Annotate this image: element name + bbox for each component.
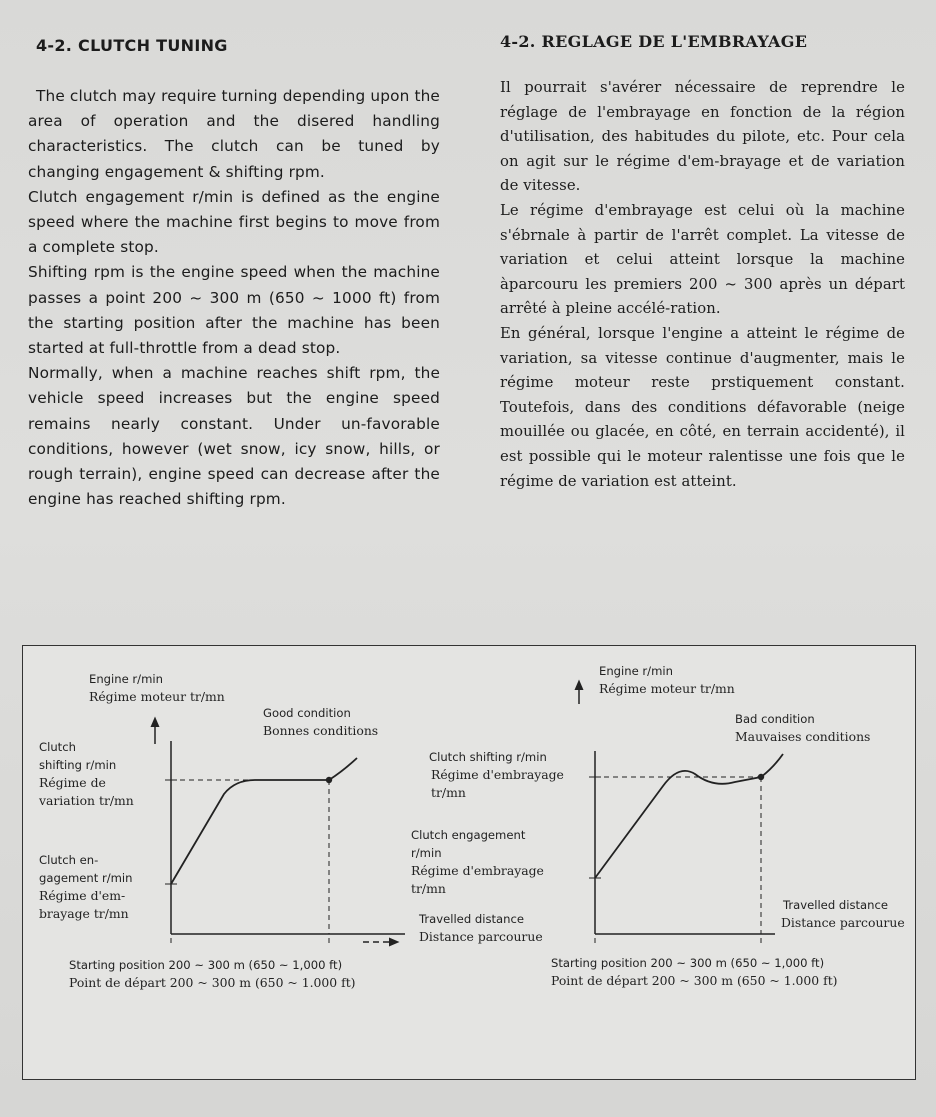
right-engage-label-en-2: r/min	[411, 846, 442, 860]
paragraph-fr-3: En général, lorsque l'engine a atteint le régime de variation, sa vitesse continue d'augmenter, mais le régime moteur reste prstiquement constant. Toutefois, dans des conditions défavorable (neige mouillée ou glacée, en côté, en terrain accidenté), il est possible qui le moteur ralentisse une fois que le régime de variation est atteint.	[500, 324, 905, 490]
left-condition-en: Good condition	[263, 706, 351, 720]
right-start-label-fr: Point de départ 200 ~ 300 m (650 ~ 1.000 ft)	[551, 973, 838, 988]
clutch-diagram-figure	[22, 645, 916, 1080]
left-y-axis-label-en: Engine r/min	[89, 672, 163, 686]
paragraph-fr-1: Il pourrait s'avérer nécessaire de reprendre le réglage de l'embrayage en fonction de la région d'utilisation, des habitudes du pilote, etc. Pour cela on agit sur le régime d'em-brayage et de variation de vitesse.	[500, 79, 905, 195]
left-shift-label-fr-2: variation tr/mn	[39, 793, 134, 808]
right-y-axis-label-fr: Régime moteur tr/mn	[599, 681, 735, 696]
right-shift-point	[758, 774, 764, 780]
left-shift-label-en-1: Clutch	[39, 740, 76, 754]
paragraph-en-1: The clutch may require turning depending upon the area of operation and the disered handling characteristics. The clutch can be tuned by changing engagement & shifting rpm.	[28, 87, 440, 181]
right-condition-en: Bad condition	[735, 712, 815, 726]
right-x-axis-label-fr: Distance parcourue	[781, 915, 905, 930]
section-heading-fr: 4-2. REGLAGE DE L'EMBRAYAGE	[500, 32, 808, 51]
left-engage-label-en-1: Clutch en-	[39, 853, 99, 867]
left-shift-label-en-2: shifting r/min	[39, 758, 117, 772]
right-shift-label-fr-2: tr/mn	[431, 785, 466, 800]
right-y-axis-label-en: Engine r/min	[599, 664, 673, 678]
left-engage-label-en-2: gagement r/min	[39, 871, 133, 885]
left-shift-label-fr-1: Régime de	[39, 775, 106, 790]
paragraph-en-2: Clutch engagement r/min is defined as the engine speed where the machine first begins to move from a complete stop.	[28, 187, 440, 257]
english-body	[28, 84, 440, 512]
left-start-label-en: Starting position 200 ~ 300 m (650 ~ 1,000 ft)	[69, 958, 343, 972]
paragraph-en-3: Shifting rpm is the engine speed when the machine passes a point 200 ~ 300 m (650 ~ 1000 ft) from the starting position after the machine has been started at full-throttle from a dead stop.	[28, 263, 440, 358]
right-engage-label-fr-2: tr/mn	[411, 881, 446, 896]
right-rpm-curve	[595, 754, 783, 878]
right-shift-label-fr-1: Régime d'embrayage	[431, 767, 564, 782]
right-condition-fr: Mauvaises conditions	[735, 729, 871, 744]
french-body	[500, 76, 905, 494]
right-start-label-en: Starting position 200 ~ 300 m (650 ~ 1,000 ft)	[551, 956, 825, 970]
right-shift-label-en: Clutch shifting r/min	[429, 750, 547, 764]
right-engage-label-fr-1: Régime d'embrayage	[411, 863, 544, 878]
left-engage-label-fr-2: brayage tr/mn	[39, 906, 129, 921]
paragraph-fr-2: Le régime d'embrayage est celui où la machine s'ébrnale à partir de l'arrêt complet. La vitesse de variation et celui atteint lorsque la machine àparcouru les premiers 200 ~ 300 après un départ arrêté à pleine accélé-ration.	[500, 201, 905, 318]
right-x-axis-label-en: Travelled distance	[783, 898, 888, 912]
left-shift-point	[326, 777, 332, 783]
left-start-label-fr: Point de départ 200 ~ 300 m (650 ~ 1.000 ft)	[69, 975, 356, 990]
left-x-axis-label-en: Travelled distance	[419, 912, 524, 926]
right-engage-label-en-1: Clutch engagement	[411, 828, 526, 842]
left-condition-fr: Bonnes conditions	[263, 723, 379, 738]
left-y-axis-label-fr: Régime moteur tr/mn	[89, 689, 225, 704]
left-engage-label-fr-1: Régime d'em-	[39, 888, 126, 903]
paragraph-en-4: Normally, when a machine reaches shift rpm, the vehicle speed increases but the engine speed remains nearly constant. Under un-favorable conditions, however (wet snow, icy snow, hills, or rough terrain), engine speed can decrease after the engine has reached shifting rpm.	[28, 364, 440, 509]
left-x-axis-label-fr: Distance parcourue	[419, 929, 543, 944]
section-heading-en: 4-2. CLUTCH TUNING	[36, 36, 228, 55]
